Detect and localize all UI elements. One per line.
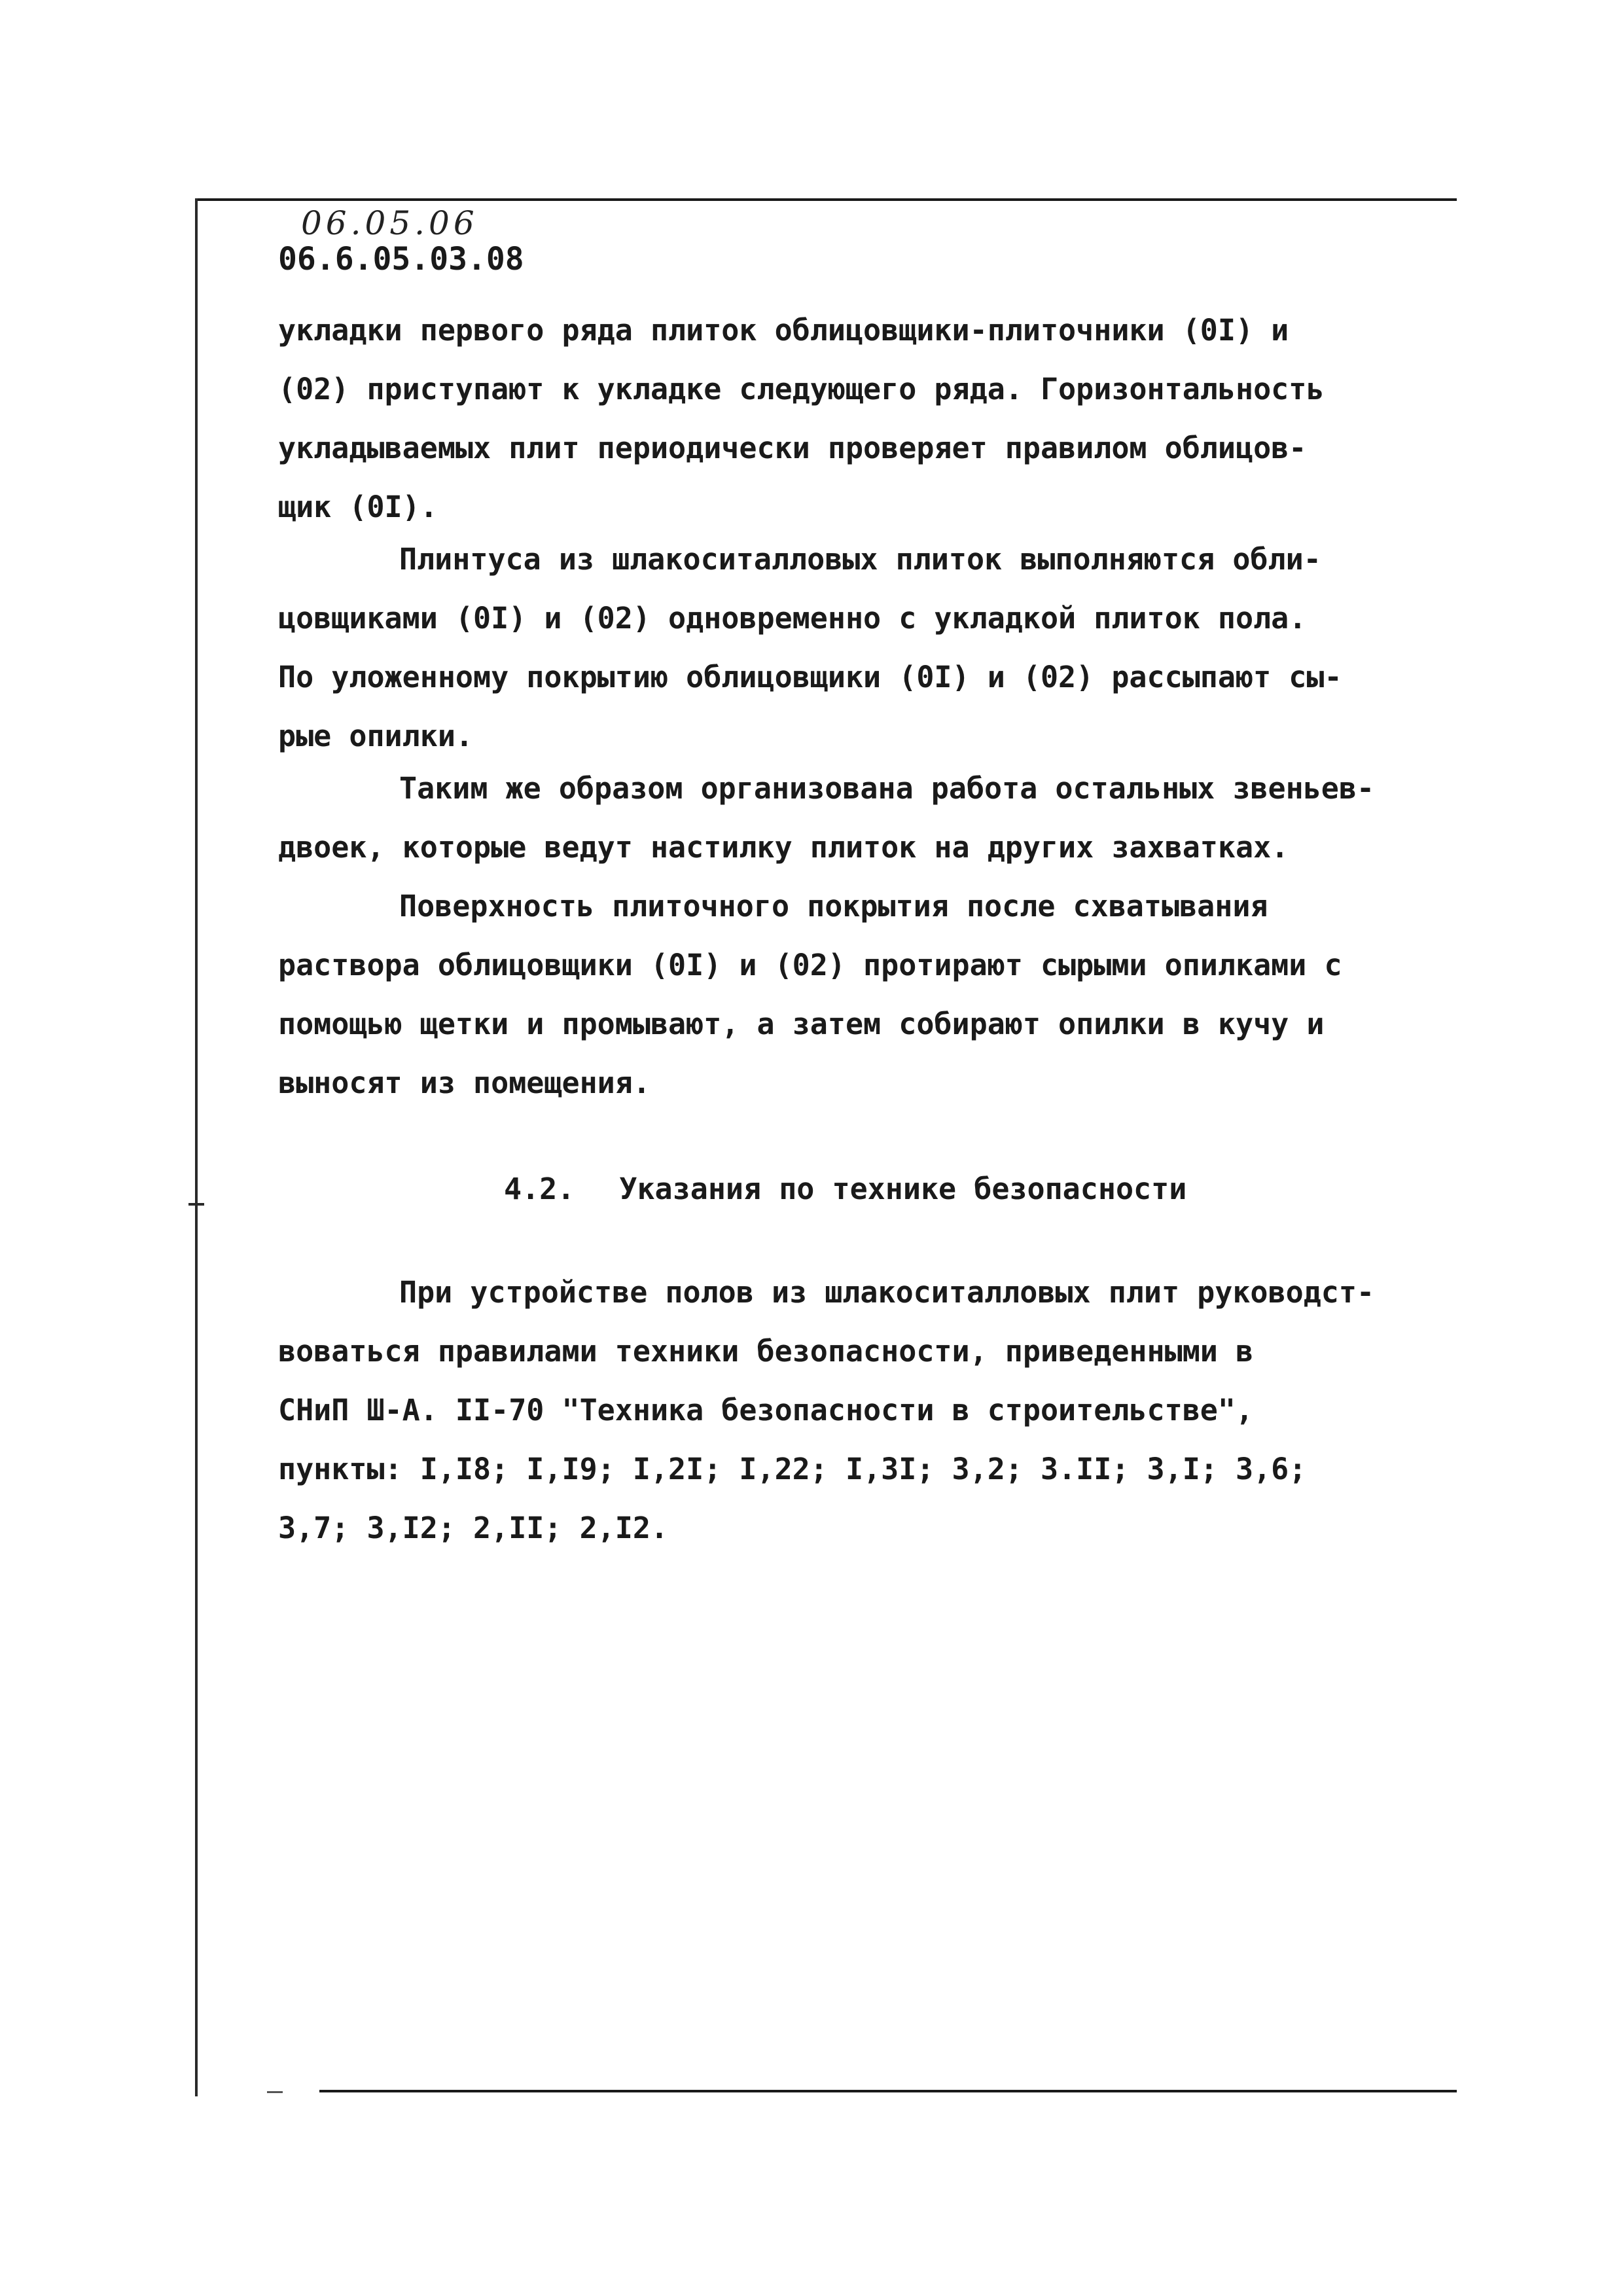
text-line: выносят из помещения. bbox=[278, 1066, 651, 1100]
text-line: щик (0I). bbox=[278, 490, 438, 524]
paragraph-surface-cleaning bbox=[278, 877, 1391, 1113]
section-heading bbox=[504, 1172, 1186, 1206]
text-line: двоек, которые ведут настилку плиток на других захватках. bbox=[278, 830, 1289, 865]
document-code: 06.6.05.03.08 bbox=[278, 241, 524, 278]
frame-left-border bbox=[195, 198, 198, 2096]
text-line: укладываемых плит периодически проверяет правилом облицов- bbox=[278, 431, 1307, 465]
text-line: пункты: I,I8; I,I9; I,2I; I,22; I,3I; 3,2; 3.II; 3,I; 3,6; bbox=[278, 1452, 1307, 1486]
text-line: Поверхность плиточного покрытия после схватывания bbox=[399, 889, 1268, 924]
text-line: рые опилки. bbox=[278, 719, 474, 753]
text-line: воваться правилами техники безопасности, приведенными в bbox=[278, 1334, 1254, 1369]
text-line: Таким же образом организована работа остальных звеньев- bbox=[399, 771, 1375, 806]
section-number: 4.2. bbox=[504, 1172, 575, 1206]
frame-bottom-dash bbox=[267, 2091, 283, 2093]
frame-top-border bbox=[195, 198, 1457, 201]
text-line: СНиП Ш-А. II-70 "Техника безопасности в строительстве", bbox=[278, 1393, 1254, 1427]
text-line: 3,7; 3,I2; 2,II; 2,I2. bbox=[278, 1511, 669, 1545]
handwritten-document-code: 06.05.06 bbox=[301, 204, 478, 242]
paragraph-work-sequence bbox=[278, 301, 1391, 537]
text-line: (02) приступают к укладке следующего ряда. Горизонтальность bbox=[278, 372, 1325, 406]
frame-bottom-border bbox=[319, 2090, 1457, 2092]
text-line: При устройстве полов из шлакоситалловых плит руководст- bbox=[399, 1275, 1375, 1310]
frame-left-notch bbox=[188, 1203, 204, 1206]
text-line: раствора облицовщики (0I) и (02) протирают сырыми опилками с bbox=[278, 948, 1342, 982]
text-line: цовщиками (0I) и (02) одновременно с укладкой плиток пола. bbox=[278, 601, 1307, 636]
text-line: укладки первого ряда плиток облицовщики-плиточники (0I) и bbox=[278, 313, 1289, 348]
text-line: Плинтуса из шлакоситалловых плиток выполняются обли- bbox=[399, 542, 1321, 577]
section-title: Указания по технике безопасности bbox=[619, 1172, 1187, 1206]
text-line: помощью щетки и промывают, а затем собирают опилки в кучу и bbox=[278, 1007, 1325, 1041]
paragraph-plinths bbox=[278, 530, 1391, 766]
paragraph-other-teams bbox=[278, 759, 1391, 877]
text-line: По уложенному покрытию облицовщики (0I) и (02) рассыпают сы- bbox=[278, 660, 1342, 694]
paragraph-safety-rules bbox=[278, 1263, 1391, 1558]
